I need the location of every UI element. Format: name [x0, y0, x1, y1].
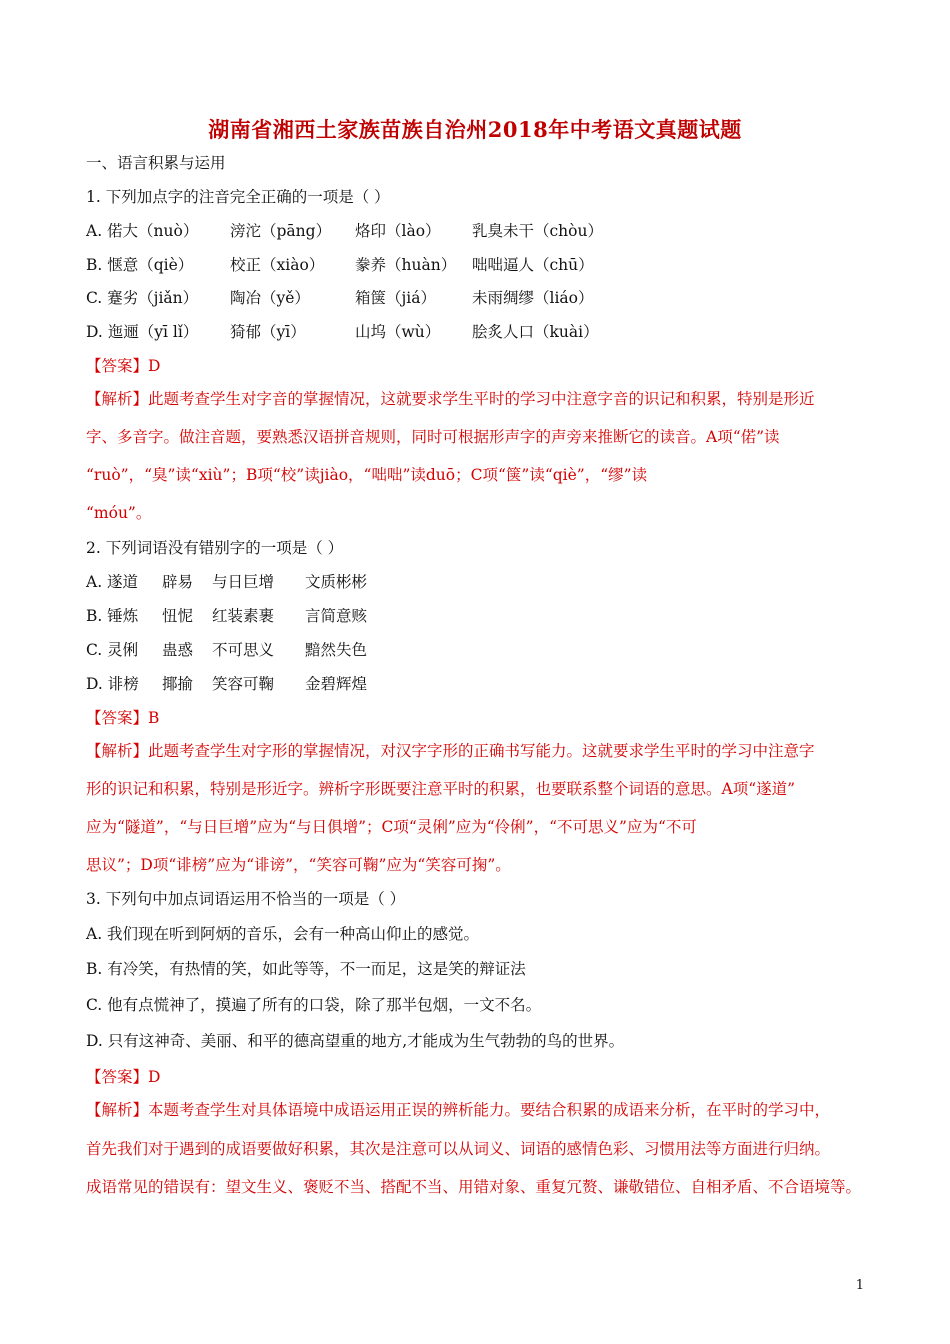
q1-stem: 1. 下列加点字的注音完全正确的一项是（ ）: [86, 188, 390, 206]
q3-option-a: A. 我们现在听到阿炳的音乐，会有一种高山仰止的感觉。: [86, 925, 480, 943]
q2-analysis-line: 【解析】此题考查学生对字形的掌握情况，对汉字字形的正确书写能力。这就要求学生平时的学习中注意字: [86, 742, 815, 760]
q2-c-3: 不可思义: [212, 641, 275, 659]
q1-b-1: B. 惬意（qiè）: [86, 256, 194, 274]
q2-analysis-line: 思议”；D项“诽榜”应为“诽谤”，“笑容可鞠”应为“笑容可掬”。: [86, 856, 511, 874]
q3-option-c: C. 他有点慌神了，摸遍了所有的口袋，除了那半包烟，一文不名。: [86, 996, 542, 1014]
q2-c-2: 蛊惑: [162, 641, 194, 659]
q2-d-3: 笑容可鞠: [212, 675, 275, 693]
q1-c-3: 箱箧（jiá）: [355, 289, 437, 307]
q1-a-3: 烙印（lào）: [355, 222, 441, 240]
q1-c-4: 未雨绸缪（liáo）: [472, 289, 594, 307]
q2-c-1: C. 灵俐: [86, 641, 139, 659]
q1-a-2: 滂沱（pāng）: [230, 222, 332, 240]
q2-a-4: 文质彬彬: [305, 573, 368, 591]
q1-a-4: 乳臭未干（chòu）: [472, 222, 603, 240]
q2-b-2: 忸怩: [162, 607, 194, 625]
q1-c-1: C. 蹇劣（jiǎn）: [86, 289, 199, 307]
q2-a-2: 辟易: [162, 573, 194, 591]
page-number: 1: [855, 1278, 864, 1293]
q1-d-2: 猗郁（yī）: [230, 323, 306, 341]
q2-c-4: 黯然失色: [305, 641, 368, 659]
q1-d-4: 脍炙人口（kuài）: [472, 323, 599, 341]
q3-option-b: B. 有冷笑，有热情的笑，如此等等，不一而足，这是笑的辩证法: [86, 960, 526, 978]
q1-b-3: 豢养（huàn）: [355, 256, 457, 274]
q2-b-4: 言简意赅: [305, 607, 368, 625]
q1-analysis-line: “móu”。: [86, 504, 152, 522]
q1-analysis-line: “ruò”，“臭”读“xiù”；B项“校”读jiào，“咄咄”读duō；C项“箧”读“qiè”，“缪”读: [86, 466, 648, 484]
q2-stem: 2. 下列词语没有错别字的一项是（ ）: [86, 539, 344, 557]
q3-analysis-line: 首先我们对于遇到的成语要做好积累，其次是注意可以从词义、词语的感情色彩、习惯用法等方面进行归纳。: [86, 1140, 831, 1158]
q1-a-1: A. 偌大（nuò）: [86, 222, 199, 240]
section-heading: 一、语言积累与运用: [86, 154, 226, 172]
q2-answer: 【答案】B: [86, 709, 160, 727]
q3-analysis-line: 成语常见的错误有：望文生义、褒贬不当、搭配不当、用错对象、重复冗赘、谦敬错位、自相矛盾、不合语境等。: [86, 1178, 862, 1196]
q3-answer: 【答案】D: [86, 1068, 161, 1086]
q2-a-1: A. 遂道: [86, 573, 139, 591]
q3-analysis-line: 【解析】本题考查学生对具体语境中成语运用正误的辨析能力。要结合积累的成语来分析，在平时的学习中，: [86, 1101, 831, 1119]
q2-b-1: B. 锤炼: [86, 607, 139, 625]
q1-analysis-line: 【解析】此题考查学生对字音的掌握情况，这就要求学生平时的学习中注意字音的识记和积累，特别是形近: [86, 390, 815, 408]
q1-b-4: 咄咄逼人（chū）: [472, 256, 594, 274]
q2-a-3: 与日巨增: [212, 573, 275, 591]
q2-analysis-line: 应为“隧道”，“与日巨增”应为“与日俱增”；C项“灵俐”应为“伶俐”，“不可思义”应为“不可: [86, 818, 697, 836]
q3-option-d: D. 只有这神奇、美丽、和平的德高望重的地方,才能成为生气勃勃的鸟的世界。: [86, 1032, 625, 1050]
q2-analysis-line: 形的识记和积累，特别是形近字。辨析字形既要注意平时的积累，也要联系整个词语的意思。A项“遂道”: [86, 780, 796, 798]
q2-b-3: 红装素裹: [212, 607, 275, 625]
q1-analysis-line: 字、多音字。做注音题，要熟悉汉语拼音规则，同时可根据形声字的声旁来推断它的读音。A项“偌”读: [86, 428, 780, 446]
q2-d-1: D. 诽榜: [86, 675, 139, 693]
q2-d-4: 金碧辉煌: [305, 675, 368, 693]
q1-d-3: 山坞（wù）: [355, 323, 441, 341]
page-title: 湖南省湘西土家族苗族自治州2018年中考语文真题试题: [208, 117, 742, 142]
q1-answer: 【答案】D: [86, 357, 161, 375]
q3-stem: 3. 下列句中加点词语运用不恰当的一项是（ ）: [86, 890, 406, 908]
q1-b-2: 校正（xiào）: [230, 256, 325, 274]
q1-c-2: 陶冶（yě）: [230, 289, 310, 307]
q2-d-2: 揶揄: [162, 675, 194, 693]
q1-d-1: D. 迤逦（yī lǐ）: [86, 323, 199, 341]
